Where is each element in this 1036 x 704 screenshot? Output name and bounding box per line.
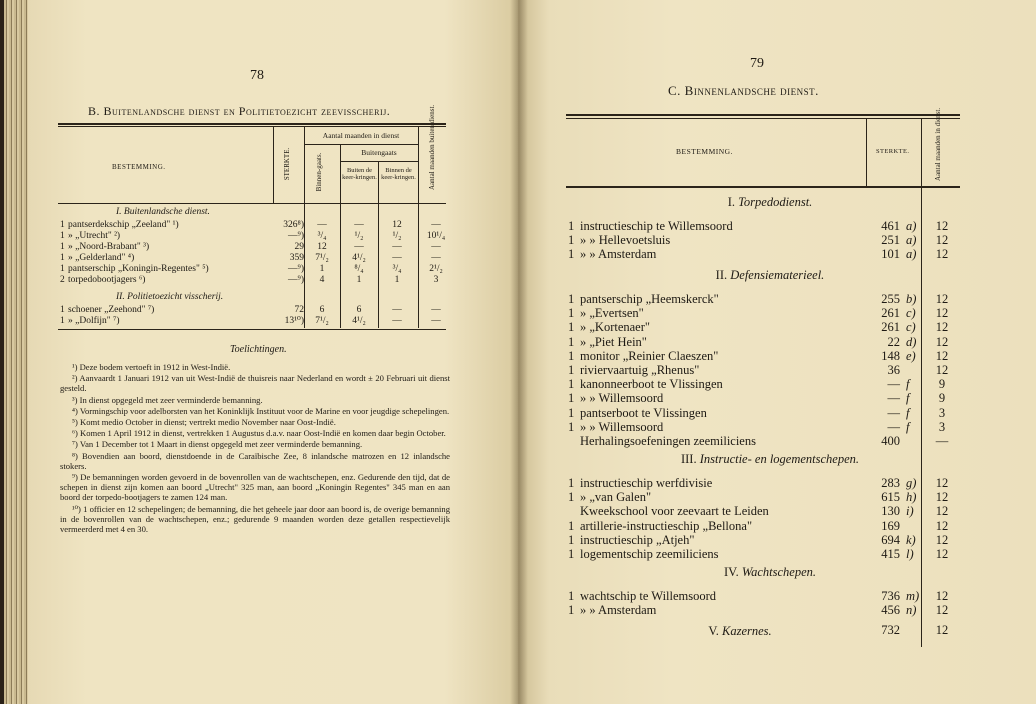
row-binnen-keer: 1 bbox=[394, 275, 400, 285]
section-title: Instructie- en logementschepen. bbox=[699, 452, 860, 466]
page-edges bbox=[4, 0, 30, 704]
row-name: Kweekschool voor zeevaart te Leiden bbox=[580, 504, 769, 519]
row-note: c) bbox=[906, 306, 916, 321]
row-buiten-dienst: — bbox=[431, 305, 441, 315]
row-maanden: 9 bbox=[938, 391, 946, 406]
row-binnen-keer: ³/₄ bbox=[392, 264, 402, 274]
col-buiten-keerkringen: Buiten de keer-kringen. bbox=[342, 167, 377, 181]
table-row bbox=[60, 305, 460, 316]
footnote: ⁷) Van 1 December tot 1 Maart in dienst opgegeld met zeer verminderde bemanning. bbox=[72, 439, 363, 450]
row-name: » „Evertsen" bbox=[580, 306, 644, 321]
footnote: ⁵) Komt medio October in dienst; vertrekt medio November naar Oost-Indië. bbox=[72, 417, 336, 428]
section-number: I. bbox=[727, 195, 735, 209]
row-qty: 1 bbox=[568, 532, 575, 547]
right-col-sterkte: STERKTE. bbox=[876, 148, 910, 155]
row-name: » „Noord-Brabant" ³) bbox=[68, 242, 150, 252]
row-note: k) bbox=[906, 532, 916, 547]
row-maanden: 12 bbox=[935, 306, 949, 321]
row-name: monitor „Reinier Claeszen" bbox=[580, 348, 719, 363]
row-name: kanonneerboot te Vlissingen bbox=[580, 377, 723, 392]
right-page-number: 79 bbox=[750, 56, 764, 71]
table-row bbox=[568, 547, 956, 561]
row-qty: 1 bbox=[568, 405, 575, 420]
table-row bbox=[568, 233, 956, 247]
header-divider bbox=[273, 127, 274, 203]
row-buiten-dienst: 3 bbox=[433, 275, 439, 285]
row-binnen-keer: — bbox=[392, 253, 402, 263]
footnote: ⁶) Komen 1 April 1912 in dienst, vertrekken 1 Augustus d.a.v. naar Oost-Indië en komen daar begin October. bbox=[72, 428, 446, 439]
row-sterkte: 359 bbox=[289, 253, 304, 263]
row-sterkte: 13¹⁰) bbox=[284, 316, 304, 326]
footnote: ⁸) Bovendien aan boord, dienstdoende in de Caraïbische Zee, 8 inlandsche matrozen en 12 inlandsche stokers. bbox=[60, 450, 450, 471]
row-qty: 1 bbox=[568, 233, 575, 248]
table-row bbox=[568, 434, 956, 448]
row-name: » „Utrecht" ²) bbox=[68, 231, 121, 241]
row-binnengaats: ³/₄ bbox=[317, 231, 327, 241]
row-name: » „van Galen" bbox=[580, 490, 652, 505]
table-row bbox=[568, 603, 956, 617]
row-name: logementschip zeemiliciens bbox=[580, 547, 719, 561]
row-buiten-dienst: — bbox=[431, 316, 441, 326]
row-name: » „Kortenaer" bbox=[580, 320, 650, 335]
row-name: Herhalingsoefeningen zeemiliciens bbox=[580, 434, 756, 448]
table-row bbox=[568, 504, 956, 518]
right-table-top-rule-2 bbox=[566, 118, 960, 119]
row-buiten-keer: 6 bbox=[356, 305, 362, 315]
header-divider bbox=[418, 127, 419, 203]
row-buiten-dienst: 10¹/₄ bbox=[426, 231, 446, 241]
row-maanden: 12 bbox=[935, 219, 949, 233]
row-buiten-keer: — bbox=[354, 242, 364, 252]
row-qty: 1 bbox=[60, 242, 65, 252]
row-note: a) bbox=[906, 219, 917, 233]
row-sterkte: 261 bbox=[881, 320, 900, 335]
row-sterkte: 615 bbox=[881, 490, 900, 505]
header-subrule bbox=[340, 161, 418, 162]
row-buiten-keer: — bbox=[354, 220, 364, 230]
footnotes bbox=[60, 362, 450, 535]
row-sterkte: 36 bbox=[887, 363, 900, 377]
row-maanden: 12 bbox=[935, 547, 949, 561]
table-row bbox=[568, 335, 956, 349]
row-qty: 2 bbox=[60, 275, 65, 285]
row-binnen-keer: — bbox=[392, 316, 402, 326]
left-section-1-title: I. Buitenlandsche dienst. bbox=[116, 207, 210, 217]
right-col-bestemming: BESTEMMING. bbox=[676, 147, 733, 156]
row-note: l) bbox=[906, 547, 914, 561]
row-qty: 1 bbox=[60, 253, 65, 263]
col-binnen-keerkringen: Binnen de keer-kringen. bbox=[381, 167, 416, 181]
row-buiten-keer: ⁸/₄ bbox=[354, 264, 364, 274]
table-row bbox=[60, 264, 460, 275]
row-buiten-dienst: 2¹/₂ bbox=[429, 264, 443, 274]
row-sterkte: 326⁸) bbox=[283, 220, 304, 230]
row-qty: 1 bbox=[568, 292, 575, 306]
section-title: Torpedodienst. bbox=[738, 195, 813, 209]
row-name: artillerie-instructieschip „Bellona" bbox=[580, 518, 753, 533]
table-row bbox=[568, 219, 956, 233]
table-row bbox=[568, 377, 956, 391]
row-buiten-dienst: — bbox=[431, 242, 441, 252]
row-qty: 1 bbox=[568, 419, 575, 434]
footnote: ¹⁰) 1 officier en 12 schepelingen; de bemanning, die het geheele jaar door aan boord is, de overige bemanning in de bovenrollen van de wachtschepen, enz.; gedurende 9 maanden worden deze getallen respectievelijk vermeerderd met 4 en 30. bbox=[60, 503, 450, 535]
row-sterkte: 736 bbox=[881, 589, 900, 603]
row-binnengaats: 1 bbox=[319, 264, 325, 274]
row-maanden: 12 bbox=[935, 490, 949, 505]
row-note: f bbox=[906, 377, 910, 392]
table-row bbox=[568, 490, 956, 504]
row-sterkte: 251 bbox=[881, 233, 900, 248]
row-name: riviervaartuig „Rhenus" bbox=[580, 363, 700, 377]
row-note: f bbox=[906, 419, 910, 434]
right-table-top-rule bbox=[566, 114, 960, 116]
table-row bbox=[568, 306, 956, 320]
table-top-rule bbox=[58, 123, 446, 125]
section-title: Kazernes. bbox=[722, 624, 772, 638]
section-number: III. bbox=[680, 452, 697, 466]
row-name: » „Gelderland" ⁴) bbox=[68, 253, 135, 263]
section-number: V. bbox=[708, 624, 719, 638]
row-maanden: 12 bbox=[935, 334, 949, 349]
left-page-heading: B. Buitenlandsche dienst en Politietoezicht zeevisscherij. bbox=[88, 104, 391, 118]
section-heading bbox=[640, 268, 900, 283]
row-maanden: 9 bbox=[938, 377, 946, 392]
row-name: instructieschip „Atjeh" bbox=[580, 532, 695, 547]
table-row bbox=[568, 420, 956, 434]
row-name: » » Hellevoetsluis bbox=[580, 233, 671, 248]
row-name: wachtschip te Willemsoord bbox=[580, 589, 717, 603]
row-maanden: 12 bbox=[935, 532, 949, 547]
row-note: m) bbox=[906, 589, 920, 603]
row-qty: 1 bbox=[60, 231, 65, 241]
section-title: Defensiematerieel. bbox=[730, 268, 825, 282]
row-sterkte: 732 bbox=[881, 623, 900, 637]
row-buiten-keer: ¹/₂ bbox=[354, 231, 364, 241]
footnote: ²) Aanvaardt 1 Januari 1912 van uit West-Indië de thuisreis naar Nederland en wordt ± 20 Februari uit dienst gesteld. bbox=[60, 373, 450, 394]
row-note: f bbox=[906, 405, 910, 420]
row-sterkte: 461 bbox=[881, 219, 900, 233]
row-note: n) bbox=[906, 603, 917, 618]
row-sterkte: — bbox=[887, 391, 900, 406]
row-note: g) bbox=[906, 476, 917, 490]
section-heading bbox=[640, 452, 900, 467]
header-divider bbox=[378, 162, 379, 203]
row-buiten-dienst: — bbox=[431, 253, 441, 263]
row-sterkte: 22 bbox=[887, 334, 900, 349]
row-binnen-keer: — bbox=[392, 305, 402, 315]
row-qty: 1 bbox=[568, 547, 575, 561]
right-page-heading: C. Binnenlandsche dienst. bbox=[668, 83, 819, 98]
right-header-divider bbox=[866, 119, 867, 186]
row-qty: 1 bbox=[568, 219, 575, 233]
row-name: pantserschip „Koningin-Regentes" ⁵) bbox=[68, 264, 209, 274]
row-qty: 1 bbox=[568, 589, 575, 603]
right-header-bottom-rule bbox=[566, 186, 960, 188]
row-binnengaats: 7¹/₂ bbox=[315, 316, 329, 326]
row-qty: 1 bbox=[60, 264, 65, 274]
row-sterkte: 29 bbox=[294, 242, 304, 252]
row-maanden: 12 bbox=[935, 518, 949, 533]
book-gutter bbox=[510, 0, 528, 704]
table-row bbox=[60, 316, 460, 327]
right-header-divider bbox=[921, 119, 922, 186]
header-subrule bbox=[304, 144, 418, 145]
row-buiten-keer: 4¹/₂ bbox=[352, 316, 366, 326]
row-maanden: 12 bbox=[935, 589, 949, 603]
row-note: a) bbox=[906, 233, 917, 248]
table-row bbox=[60, 220, 460, 231]
table-row bbox=[60, 253, 460, 264]
table-row bbox=[568, 349, 956, 363]
row-buiten-dienst: — bbox=[431, 220, 441, 230]
row-maanden: 12 bbox=[935, 320, 949, 335]
row-buiten-keer: 4¹/₂ bbox=[352, 253, 366, 263]
row-maanden: 3 bbox=[938, 419, 946, 434]
footnote: ³) In dienst opgegeld met zeer verminderde bemanning. bbox=[72, 394, 263, 405]
row-binnen-keer: — bbox=[392, 242, 402, 252]
row-sterkte: 255 bbox=[881, 292, 900, 306]
header-bottom-rule bbox=[58, 203, 446, 204]
row-qty: 1 bbox=[568, 518, 575, 533]
table-row bbox=[60, 275, 460, 286]
table-row bbox=[568, 519, 956, 533]
row-qty: 1 bbox=[568, 306, 575, 321]
table-row bbox=[568, 476, 956, 490]
footnote: ⁴) Vormingschip voor adelborsten van het Koninklijk Instituut voor de Marine en voor jeugdige schepelingen. bbox=[72, 405, 450, 416]
table-top-rule-2 bbox=[58, 126, 446, 127]
table-row bbox=[568, 247, 956, 261]
row-qty: 1 bbox=[568, 363, 575, 377]
row-maanden: 12 bbox=[935, 603, 949, 618]
row-sterkte: 130 bbox=[881, 504, 900, 519]
row-maanden: — bbox=[935, 434, 949, 448]
row-maanden: 12 bbox=[935, 292, 949, 306]
row-name: schoener „Zeehond" ⁷) bbox=[68, 305, 155, 315]
row-note: c) bbox=[906, 320, 916, 335]
row-name: » „Piet Hein" bbox=[580, 334, 647, 349]
footnote: ⁹) De bemanningen worden gevoerd in de bovenrollen van de wachtschepen, enz. Gedurende den tijd, dat de schepen in dienst zijn komen aan boord „Utrecht" 325 man, aan boord „Koningin Regentes" 345 man en aan boord der torpedo-bootjagers te zamen 124 man. bbox=[60, 472, 450, 503]
row-qty: 1 bbox=[568, 377, 575, 392]
left-page-number: 78 bbox=[250, 68, 264, 83]
col-buiten-dienst: Aantal maanden buiten dienst. bbox=[428, 104, 436, 190]
section-heading bbox=[640, 565, 900, 580]
col-aantal-maanden: Aantal maanden in dienst bbox=[322, 131, 400, 140]
row-sterkte: 148 bbox=[881, 348, 900, 363]
row-maanden: 12 bbox=[935, 504, 949, 519]
row-qty: 1 bbox=[568, 490, 575, 505]
section-number: IV. bbox=[723, 565, 739, 579]
row-name: torpedobootjagers ⁶) bbox=[68, 275, 146, 285]
row-name: » » Willemsoord bbox=[580, 419, 664, 434]
row-sterkte: —⁹) bbox=[288, 275, 304, 285]
row-sterkte: 261 bbox=[881, 306, 900, 321]
col-binnengaats: Binnen-gaats. bbox=[315, 152, 323, 192]
footnote: ¹) Deze bodem vertoeft in 1912 in West-Indië. bbox=[72, 362, 231, 372]
row-binnen-keer: 12 bbox=[392, 220, 402, 230]
col-buitengaats: Buitengaats bbox=[361, 148, 397, 157]
table-row bbox=[568, 589, 956, 603]
left-section-2-title: II. Politietoezicht visscherij. bbox=[116, 292, 224, 302]
toelichtingen-title: Toelichtingen. bbox=[230, 344, 287, 355]
row-sterkte: — bbox=[887, 377, 900, 392]
row-name: » » Amsterdam bbox=[580, 603, 657, 618]
row-maanden: 12 bbox=[935, 233, 949, 248]
row-sterkte: —⁹) bbox=[288, 231, 304, 241]
table-row bbox=[60, 231, 460, 242]
col-sterkte: STERKTE. bbox=[283, 147, 291, 181]
row-name: pantserschip „Heemskerck" bbox=[580, 292, 719, 306]
row-note: i) bbox=[906, 504, 914, 519]
row-name: » » Willemsoord bbox=[580, 391, 664, 406]
row-binnengaats: — bbox=[317, 220, 327, 230]
row-qty: 1 bbox=[568, 348, 575, 363]
row-binnengaats: 4 bbox=[319, 275, 325, 285]
row-sterkte: 694 bbox=[881, 532, 900, 547]
row-qty: 1 bbox=[568, 603, 575, 618]
row-sterkte: 72 bbox=[294, 305, 304, 315]
table-row bbox=[568, 533, 956, 547]
row-buiten-keer: 1 bbox=[356, 275, 362, 285]
row-qty: 1 bbox=[568, 247, 575, 262]
row-sterkte: — bbox=[887, 419, 900, 434]
table-row bbox=[568, 623, 956, 637]
row-note: d) bbox=[906, 334, 917, 349]
row-maanden: 12 bbox=[935, 363, 949, 377]
row-name: instructieschip te Willemsoord bbox=[580, 219, 733, 233]
row-sterkte: 283 bbox=[881, 476, 900, 490]
row-sterkte: —⁹) bbox=[288, 264, 304, 274]
table-row bbox=[568, 292, 956, 306]
row-sterkte: 400 bbox=[881, 434, 900, 448]
row-sterkte: 456 bbox=[881, 603, 900, 618]
row-name: pantserdekschip „Zeeland" ¹) bbox=[68, 220, 179, 230]
section-number: II. bbox=[715, 268, 728, 282]
row-binnen-keer: ¹/₂ bbox=[392, 231, 402, 241]
table-row bbox=[568, 406, 956, 420]
row-sterkte: 101 bbox=[881, 247, 900, 262]
row-note: b) bbox=[906, 292, 917, 306]
row-maanden: 12 bbox=[935, 623, 949, 637]
row-qty: 1 bbox=[568, 334, 575, 349]
row-qty: 1 bbox=[60, 316, 65, 326]
row-note: a) bbox=[906, 247, 917, 262]
row-note: h) bbox=[906, 490, 917, 505]
row-name: pantserboot te Vlissingen bbox=[580, 405, 707, 420]
row-note: e) bbox=[906, 348, 916, 363]
row-sterkte: — bbox=[887, 405, 900, 420]
section-heading bbox=[640, 195, 900, 210]
row-qty: 1 bbox=[60, 220, 65, 230]
row-qty: 1 bbox=[568, 391, 575, 406]
section-title: Wachtschepen. bbox=[741, 565, 816, 579]
row-note: f bbox=[906, 391, 910, 406]
table-row bbox=[568, 363, 956, 377]
row-qty: 1 bbox=[568, 476, 575, 490]
table-row bbox=[568, 391, 956, 405]
row-qty: 1 bbox=[568, 320, 575, 335]
row-maanden: 12 bbox=[935, 247, 949, 262]
row-name: » » Amsterdam bbox=[580, 247, 657, 262]
row-sterkte: 415 bbox=[881, 547, 900, 561]
table-row bbox=[60, 242, 460, 253]
row-sterkte: 169 bbox=[881, 518, 900, 533]
col-bestemming: BESTEMMING. bbox=[112, 163, 166, 171]
row-binnengaats: 12 bbox=[317, 242, 327, 252]
row-name: » „Dolfijn" ⁷) bbox=[68, 316, 120, 326]
row-binnengaats: 6 bbox=[319, 305, 325, 315]
row-binnengaats: 7¹/₂ bbox=[315, 253, 329, 263]
right-col-aantal: Aantal maanden in dienst. bbox=[934, 107, 942, 181]
row-maanden: 12 bbox=[935, 348, 949, 363]
table-row bbox=[568, 320, 956, 334]
row-name: instructieschip werfdivisie bbox=[580, 476, 713, 490]
row-maanden: 3 bbox=[938, 405, 946, 420]
row-maanden: 12 bbox=[935, 476, 949, 490]
row-qty: 1 bbox=[60, 305, 65, 315]
table-bottom-rule bbox=[58, 329, 446, 330]
